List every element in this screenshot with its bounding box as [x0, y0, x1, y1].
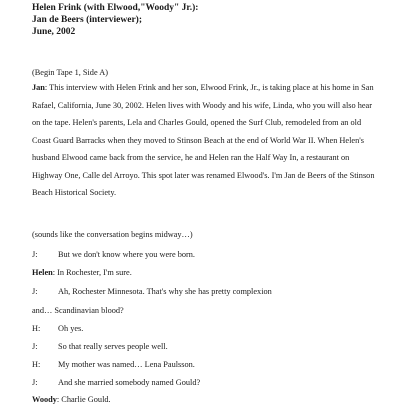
line-speaker: Woody	[32, 395, 57, 404]
conversation-note: (sounds like the conversation begins midway…)	[32, 230, 193, 239]
line-text: and… Scandinavian blood?	[32, 306, 124, 315]
line-text: My mother was named… Lena Paulsson.	[58, 360, 195, 369]
line-speaker: J:	[32, 378, 38, 387]
line-speaker: H:	[32, 360, 41, 369]
line-text: And she married somebody named Gould?	[58, 378, 201, 387]
line-text: But we don't know where you were born.	[58, 250, 195, 259]
header-interviewer: Jan de Beers (interviewer);	[32, 15, 143, 25]
header-interviewee: Helen Frink (with Elwood,"Woody" Jr.):	[32, 3, 199, 13]
line-speaker: J:	[32, 250, 38, 259]
line-text: Oh yes.	[58, 324, 84, 333]
line-text: : Charlie Gould.	[56, 395, 111, 404]
line-text: : In Rochester, I'm sure.	[52, 268, 132, 277]
intro-paragraph	[32, 79, 380, 202]
line-speaker: J:	[32, 287, 38, 296]
line-text: Ah, Rochester Minnesota. That's why she has pretty complexion	[58, 287, 272, 296]
line-speaker: Helen	[32, 268, 53, 277]
line-helen	[32, 268, 132, 278]
line-speaker: J:	[32, 342, 38, 351]
header-date: June, 2002	[32, 27, 76, 37]
line-speaker: H:	[32, 324, 41, 333]
tape-label: (Begin Tape 1, Side A)	[32, 68, 109, 77]
line-text: So that really serves people well.	[58, 342, 168, 351]
intro-text: : This interview with Helen Frink and her son, Elwood Frink, Jr., is taking place at his home in San Rafael, California, June 30, 2002. Helen lives with Woody and his wife, Linda, who you will also hear on the tape. Helen's parents, Lela and Charles Gould, opened the Surf Club, remodeled from an old Coast Guard Barracks when they moved to Stinson Beach at the end of World War II. When Helen's husband Elwood came back from the service, he and Helen ran the Half Way In, a restaurant on Highway One, Calle del Arroyo. This spot later was renamed Elwood's. I'm Jan de Beers of the Stinson Beach Historical Society.	[32, 83, 375, 197]
line-woody	[32, 395, 111, 405]
intro-speaker: Jan	[32, 83, 45, 92]
